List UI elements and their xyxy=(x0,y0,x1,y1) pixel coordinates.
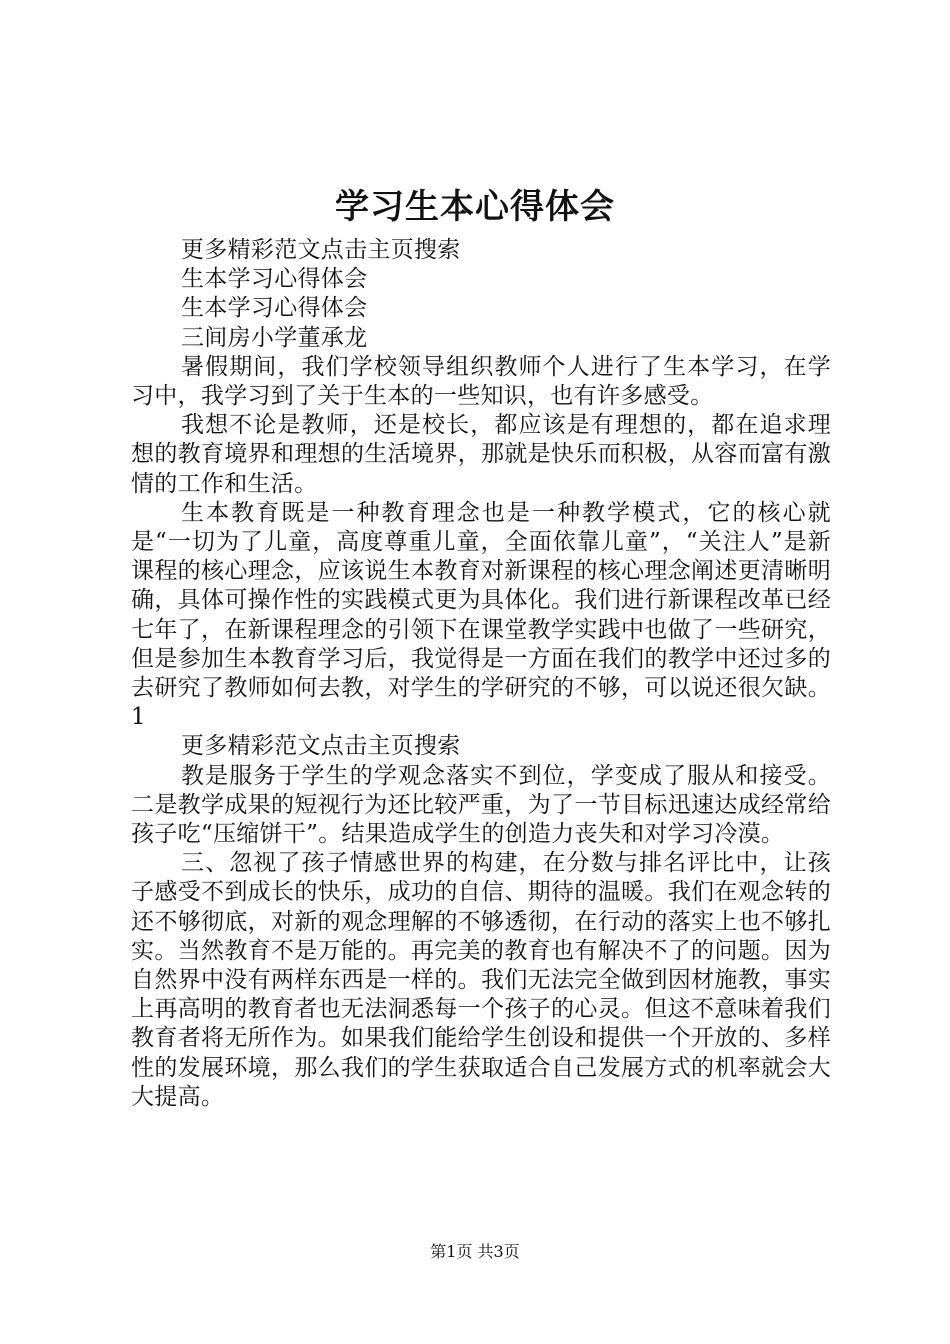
paragraph-subtitle-repeat: 生本学习心得体会 xyxy=(181,295,368,322)
paragraph-body: 生本教育既是一种教育理念也是一种教学模式，它的核心就是“一切为了儿童，高度尊重儿童，全面依靠儿童”，“关注人”是新课程的核心理念，应该说生本教育对新课程的核心理念阐述更清晰明确，具体可操作性的实践模式更为具体化。我们进行新课程改革已经七年了，在新课程理念的引领下在课堂教学实践中也做了一些研究，但是参加生本教育学习后，我觉得是一方面在我们的教学中还过多的去研究了教师如何去教，对学生的学研究的不够，可以说还很欠缺。1 xyxy=(131,499,831,731)
paragraph-body: 暑假期间，我们学校领导组织教师个人进行了生本学习，在学习中，我学习到了关于生本的一些知识，也有许多感受。 xyxy=(131,353,831,410)
document-body xyxy=(131,236,831,1112)
paragraph-more-link-text: 更多精彩范文点击主页搜索 xyxy=(181,733,461,760)
paragraph-body: 三、忽视了孩子情感世界的构建，在分数与排名评比中，让孩子感受不到成长的快乐，成功的自信、期待的温暖。我们在观念转的还不够彻底，对新的观念理解的不够透彻，在行动的落实上也不够扎实。当然教育不是万能的。再完美的教育也有解决不了的问题。因为自然界中没有两样东西是一样的。我们无法完全做到因材施教，事实上再高明的教育者也无法洞悉每一个孩子的心灵。但这不意味着我们教育者将无所作为。如果我们能给学生创设和提供一个开放的、多样性的发展环境，那么我们的学生获取适合自己发展方式的机率就会大大提高。 xyxy=(131,850,831,1110)
page-footer: 第1页 共3页 xyxy=(430,1242,520,1261)
paragraph-author: 三间房小学董承龙 xyxy=(181,324,368,351)
paragraph-more-link-text: 更多精彩范文点击主页搜索 xyxy=(181,237,461,263)
document-title: 学习生本心得体会 xyxy=(335,187,615,227)
paragraph-subtitle: 生本学习心得体会 xyxy=(181,266,368,293)
paragraph-body: 我想不论是教师，还是校长，都应该是有理想的，都在追求理想的教育境界和理想的生活境界，那就是快乐而积极，从容而富有激情的工作和生活。 xyxy=(131,412,831,497)
paragraph-body: 教是服务于学生的学观念落实不到位，学变成了服从和接受。二是教学成果的短视行为还比较严重，为了一节目标迅速达成经常给孩子吃“压缩饼干”。结果造成学生的创造力丧失和对学习冷漠。 xyxy=(131,762,831,848)
